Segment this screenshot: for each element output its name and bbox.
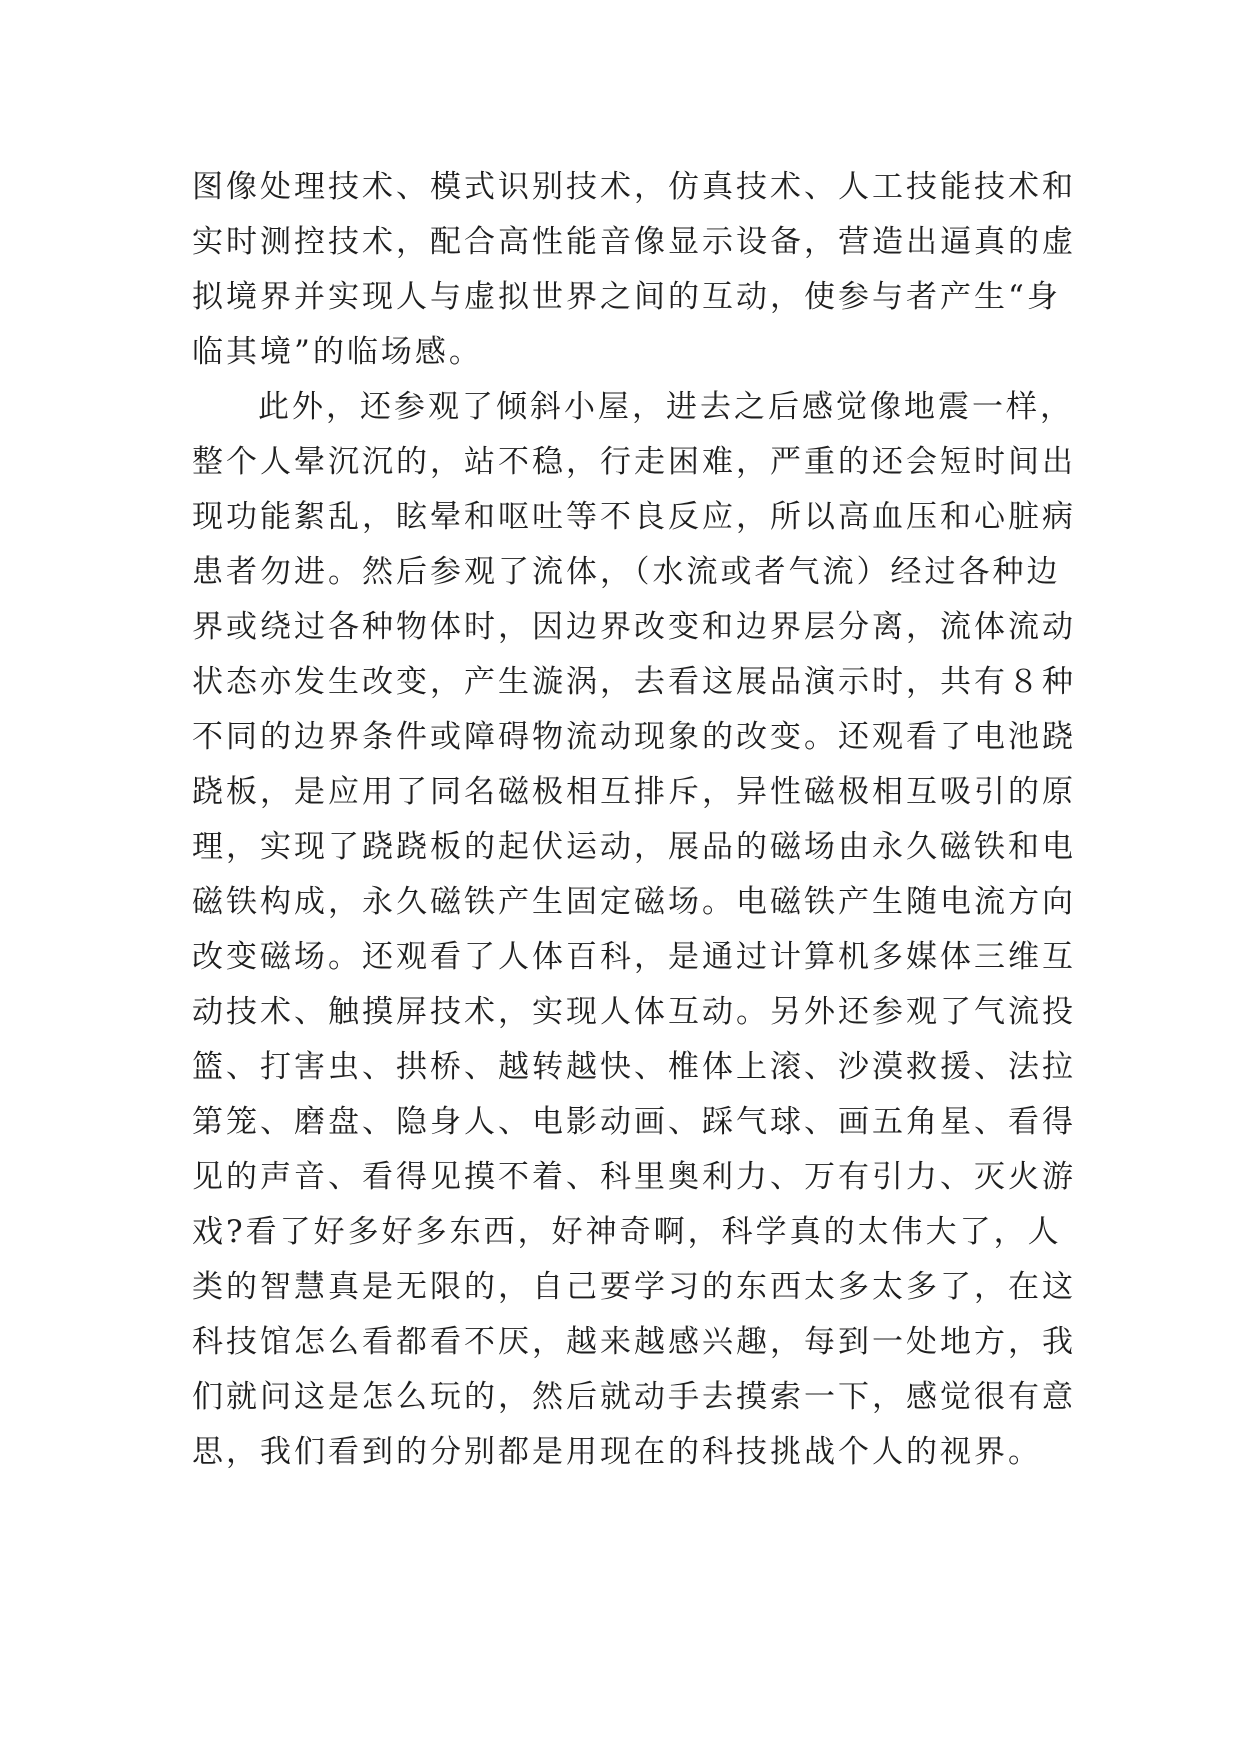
text-line: 第笼、磨盘、隐身人、电影动画、踩气球、画五角星、看得: [192, 1104, 1076, 1140]
text-line: 跷板，是应用了同名磁极相互排斥，异性磁极相互吸引的原: [192, 774, 1076, 810]
text-line: 患者勿进。然后参观了流体，（水流或者气流）经过各种边: [192, 554, 1061, 590]
text-line: 图像处理技术、模式识别技术，仿真技术、人工技能技术和: [192, 169, 1076, 205]
text-line: 戏?看了好多好多东西，好神奇啊，科学真的太伟大了，人: [192, 1214, 1062, 1250]
text-line: 思，我们看到的分别都是用现在的科技挑战个人的视界。: [192, 1434, 1042, 1470]
text-line: 不同的边界条件或障碍物流动现象的改变。还观看了电池跷: [192, 719, 1076, 755]
text-line: 科技馆怎么看都看不厌，越来越感兴趣，每到一处地方，我: [192, 1324, 1076, 1360]
paragraph-1: [192, 160, 1076, 380]
text-line: 此外，还参观了倾斜小屋，进去之后感觉像地震一样，: [258, 389, 1074, 425]
text-line: 类的智慧真是无限的，自己要学习的东西太多太多了，在这: [192, 1269, 1076, 1305]
text-line: 动技术、触摸屏技术，实现人体互动。另外还参观了气流投: [192, 994, 1076, 1030]
text-line: 改变磁场。还观看了人体百科，是通过计算机多媒体三维互: [192, 939, 1076, 975]
text-line: 理，实现了跷跷板的起伏运动，展品的磁场由永久磁铁和电: [192, 829, 1076, 865]
document-body: [192, 160, 1076, 1480]
text-line: 界或绕过各种物体时，因边界改变和边界层分离，流体流动: [192, 609, 1076, 645]
text-line: 们就问这是怎么玩的，然后就动手去摸索一下，感觉很有意: [192, 1379, 1076, 1415]
text-line: 实时测控技术，配合高性能音像显示设备，营造出逼真的虚: [192, 224, 1076, 260]
text-line: 磁铁构成，永久磁铁产生固定磁场。电磁铁产生随电流方向: [192, 884, 1076, 920]
text-line: 见的声音、看得见摸不着、科里奥利力、万有引力、灭火游: [192, 1159, 1076, 1195]
text-line: 现功能絮乱，眩晕和呕吐等不良反应，所以高血压和心脏病: [192, 499, 1076, 535]
text-line: 整个人晕沉沉的，站不稳，行走困难，严重的还会短时间出: [192, 444, 1076, 480]
text-line: 状态亦发生改变，产生漩涡，去看这展品演示时，共有８种: [192, 664, 1076, 700]
text-line: 篮、打害虫、拱桥、越转越快、椎体上滚、沙漠救援、法拉: [192, 1049, 1076, 1085]
text-line: 拟境界并实现人与虚拟世界之间的互动，使参与者产生“身: [192, 279, 1061, 315]
paragraph-2: [192, 380, 1076, 1480]
text-line: 临其境”的临场感。: [192, 334, 483, 370]
